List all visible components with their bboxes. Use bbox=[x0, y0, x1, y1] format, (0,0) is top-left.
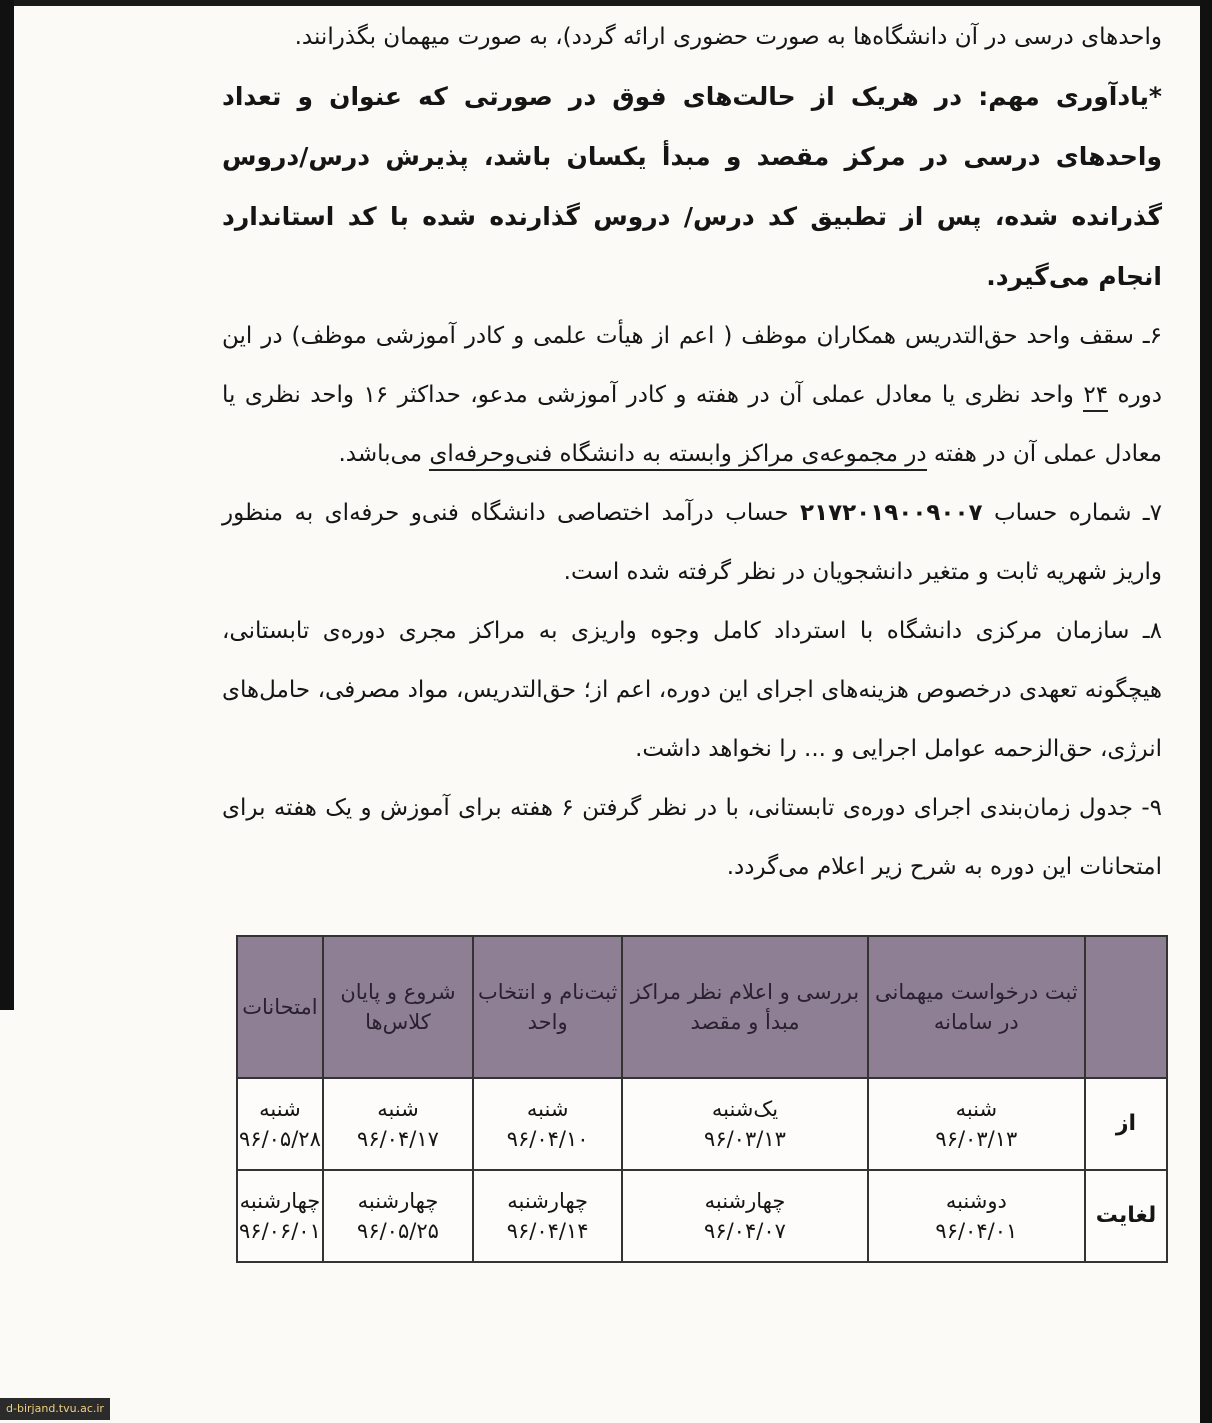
table-cell bbox=[473, 1170, 622, 1262]
cell-day: شنبه bbox=[526, 1097, 569, 1121]
cell-date: ۹۶/۰۳/۱۳ bbox=[935, 1127, 1018, 1151]
scan-edge-right bbox=[1200, 0, 1212, 1423]
table-cell bbox=[622, 1170, 867, 1262]
paragraph-item-9: ۹- جدول زمان‌بندی اجرای دوره‌ی تابستانی، با در نظر گرفتن ۶ هفته برای آموزش و یک هفته برای امتحانات این دوره به شرح زیر اعلام می‌گردد. bbox=[222, 795, 1162, 880]
cell-date: ۹۶/۰۳/۱۳ bbox=[704, 1127, 786, 1151]
site-watermark: d-birjand.tvu.ac.ir bbox=[0, 1398, 110, 1420]
table-row bbox=[237, 1170, 1167, 1262]
table-cell bbox=[323, 1078, 473, 1170]
header-cell-request: ثبت درخواست میهمانی در سامانه bbox=[868, 936, 1085, 1078]
cell-date: ۹۶/۰۴/۱۷ bbox=[357, 1127, 439, 1151]
table-cell bbox=[237, 1078, 323, 1170]
cell-date: ۹۶/۰۴/۰۷ bbox=[704, 1219, 786, 1243]
table-cell bbox=[868, 1078, 1085, 1170]
cell-date: ۹۶/۰۶/۰۱ bbox=[239, 1219, 321, 1243]
paragraph-reminder: *یادآوری مهم: در هریک از حالت‌های فوق در صورتی که عنوان و تعداد واحدهای درسی در مرکز مقصد و مبدأ یکسان باشد، پذیرش درس/دروس گذرانده شده، پس از تطبیق کد درس/ دروس گذارنده شده با کد استاندارد انجام می‌گیرد. bbox=[222, 82, 1162, 291]
item6-unit-count: ۲۴ bbox=[1083, 382, 1108, 412]
document-body bbox=[222, 8, 1162, 897]
table-cell bbox=[868, 1170, 1085, 1262]
header-cell-registration: ثبت‌نام و انتخاب واحد bbox=[473, 936, 622, 1078]
scan-edge-left bbox=[0, 0, 14, 1010]
item6-text-a: ۶ـ سقف واحد حق‌التدریس همکاران موظف ( اعم از هیأت علمی و کادر آموزشی موظف) در این دوره bbox=[222, 323, 1162, 408]
cell-date: ۹۶/۰۵/۲۸ bbox=[239, 1127, 321, 1151]
paragraph-item-7 bbox=[222, 484, 1162, 602]
cell-day: شنبه bbox=[955, 1097, 998, 1121]
table-cell bbox=[622, 1078, 867, 1170]
cell-date: ۹۶/۰۴/۰۱ bbox=[935, 1219, 1018, 1243]
cell-date: ۹۶/۰۴/۱۴ bbox=[506, 1219, 589, 1243]
header-cell-review: بررسی و اعلام نظر مراکز مبدأ و مقصد bbox=[622, 936, 867, 1078]
item7-text-b: حساب درآمد اختصاصی دانشگاه فنی‌و حرفه‌ای به منظور واریز شهریه ثابت و متغیر دانشجویان در نظر گرفته شده است. bbox=[222, 500, 1162, 585]
cell-day: چهارشنبه bbox=[239, 1189, 321, 1213]
account-number: ۲۱۷۲۰۱۹۰۰۹۰۰۷ bbox=[800, 500, 983, 526]
cell-date: ۹۶/۰۴/۱۰ bbox=[506, 1127, 589, 1151]
item6-underlined: در مجموعه‌ی مراکز وابسته به دانشگاه فنی‌وحرفه‌ای bbox=[429, 441, 926, 471]
cell-day: یک‌شنبه bbox=[711, 1097, 779, 1121]
cell-day: شنبه bbox=[377, 1097, 419, 1121]
cell-day: شنبه bbox=[259, 1097, 301, 1121]
item6-text-c: می‌باشد. bbox=[338, 441, 430, 467]
table-row bbox=[237, 1078, 1167, 1170]
item6-text-b: واحد نظری یا معادل عملی آن در هفته و کادر آموزشی مدعو، حداکثر ۱۶ واحد نظری یا معادل عملی آن در هفته bbox=[222, 382, 1162, 467]
cell-day: دوشنبه bbox=[945, 1189, 1007, 1213]
header-cell-empty bbox=[1085, 936, 1167, 1078]
cell-day: چهارشنبه bbox=[704, 1189, 786, 1213]
cell-date: ۹۶/۰۵/۲۵ bbox=[357, 1219, 439, 1243]
table-cell bbox=[237, 1170, 323, 1262]
paragraph-item-8: ۸ـ سازمان مرکزی دانشگاه با استرداد کامل وجوه واریزی به مراکز مجری دوره‌ی تابستانی، هیچگونه تعهدی درخصوص هزینه‌های اجرای این دوره، اعم از؛ حق‌التدریس، مواد مصرفی، حامل‌های انرژی، حق‌الزحمه عوامل اجرایی و ... را نخواهد داشت. bbox=[222, 618, 1162, 762]
table-cell bbox=[473, 1078, 622, 1170]
cell-day: چهارشنبه bbox=[507, 1189, 589, 1213]
schedule-header-row bbox=[237, 936, 1167, 1078]
schedule-table bbox=[236, 935, 1168, 1263]
table-cell bbox=[323, 1170, 473, 1262]
header-cell-exams: امتحانات bbox=[237, 936, 323, 1078]
paragraph-item-6 bbox=[222, 307, 1162, 484]
scan-edge-top bbox=[0, 0, 1212, 6]
paragraph-intro: واحدهای درسی در آن دانشگاه‌ها به صورت حضوری ارائه گردد)، به صورت میهمان بگذرانند. bbox=[294, 24, 1162, 50]
cell-day: چهارشنبه bbox=[357, 1189, 439, 1213]
header-cell-classes: شروع و پایان کلاس‌ها bbox=[323, 936, 473, 1078]
item7-text-a: ۷ـ شماره حساب bbox=[982, 500, 1162, 526]
row-label-from: از bbox=[1085, 1078, 1167, 1170]
row-label-until: لغایت bbox=[1085, 1170, 1167, 1262]
